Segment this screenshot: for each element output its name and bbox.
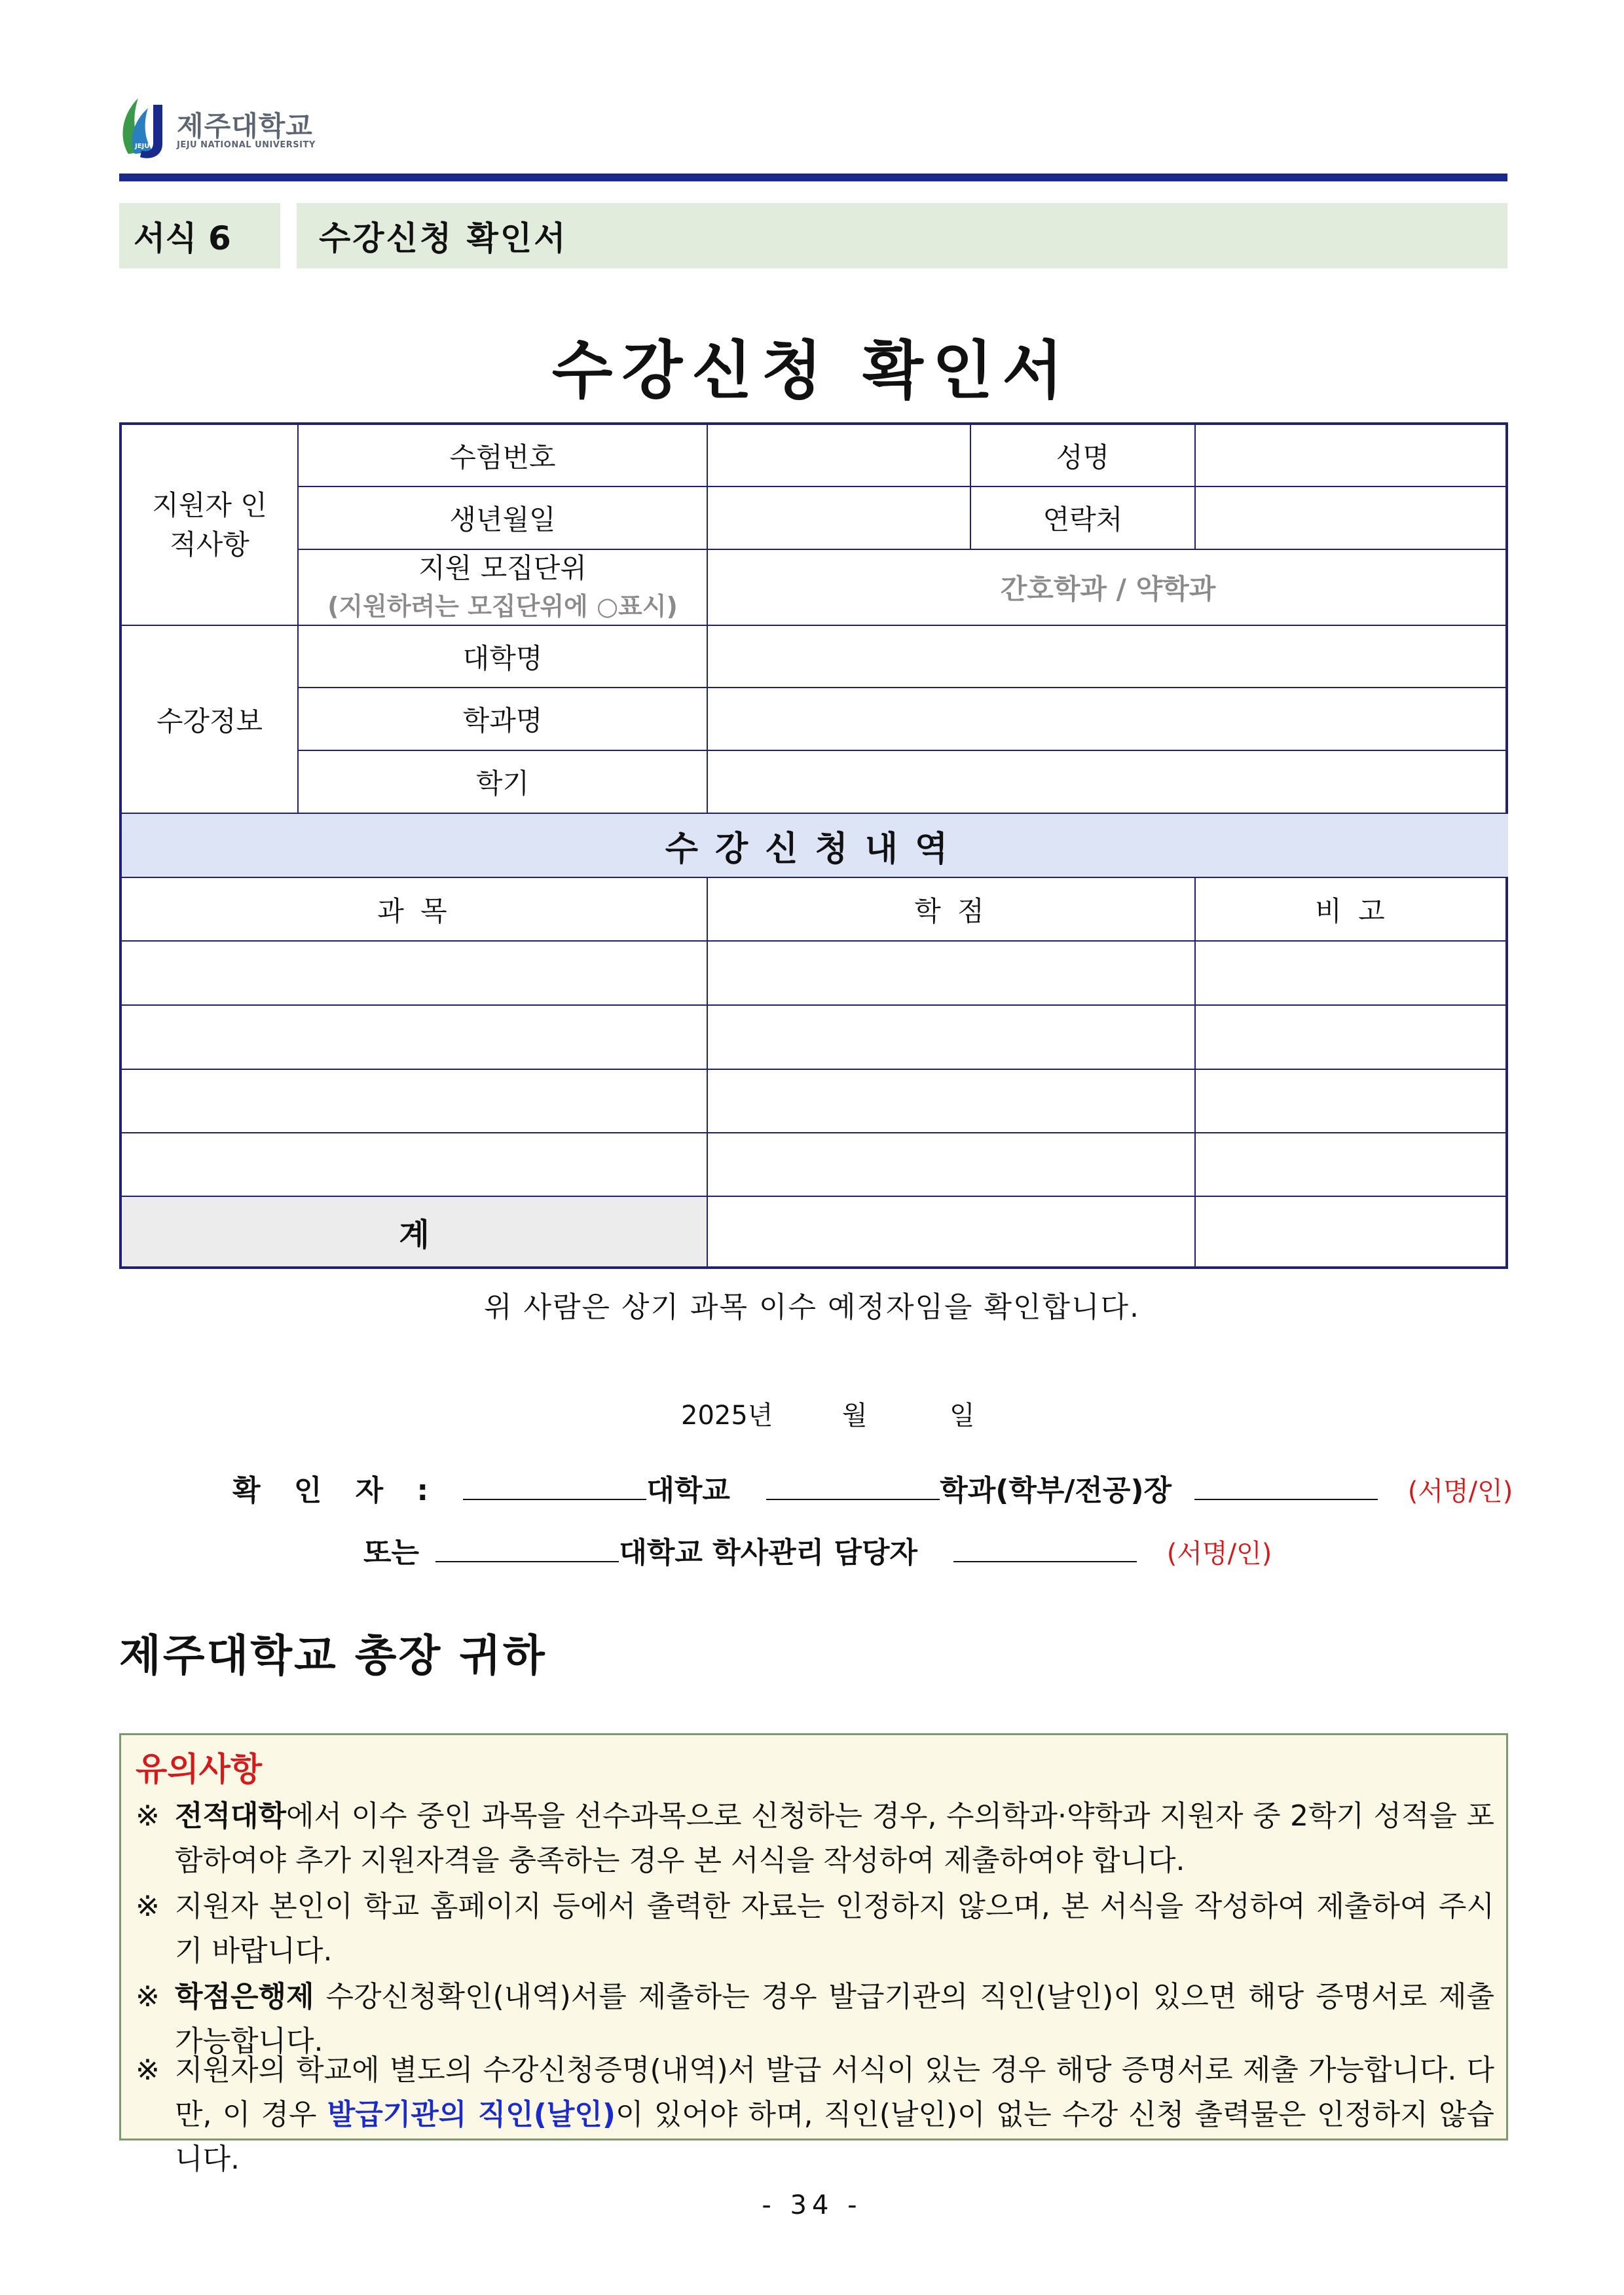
note-cell[interactable] (1196, 942, 1508, 1006)
notice-item-1: ※ 전적대학에서 이수 중인 과목을 선수과목으로 신청하는 경우, 수의학과·약학과 지원자 중 2학기 성적을 포함하여야 추가 지원자격을 충족하는 경우 본 서식을 작성하여 제출하여야 합니다. (136, 1794, 1494, 1883)
department-head-suffix: 학과(학부/전공)장 (940, 1474, 1172, 1507)
reference-mark-icon: ※ (136, 1980, 160, 2013)
note-cell[interactable] (1196, 1070, 1508, 1133)
university-name-field[interactable] (708, 626, 1508, 688)
contact-label: 연락처 (971, 487, 1196, 550)
note-column-header: 비 고 (1196, 878, 1508, 942)
sign-seal-mark: (서명/인) (1407, 1477, 1513, 1507)
subject-cell[interactable] (122, 1006, 708, 1070)
birth-label: 생년월일 (299, 487, 708, 550)
notice-item-4: ※ 지원자의 학교에 별도의 수강신청증명(내역)서 발급 서식이 있는 경우 해당 증명서로 제출 가능합니다. 다만, 이 경우 발급기관의 직인(날인)이 있어야 하며, 직인(날인)이 없는 수강 신청 출력물은 인정하지 않습니다. (136, 2048, 1494, 2182)
staff-suffix: 대학교 학사관리 담당자 (619, 1536, 918, 1570)
total-label: 계 (122, 1197, 708, 1266)
course-info-group-label: 수강정보 (122, 626, 299, 814)
credit-cell[interactable] (708, 1133, 1196, 1197)
logo-korean-name: 제주대학교 (177, 110, 313, 142)
staff-university-blank[interactable] (435, 1537, 619, 1562)
staff-name-blank[interactable] (953, 1537, 1137, 1562)
header-divider (119, 174, 1507, 181)
note-cell[interactable] (1196, 1133, 1508, 1197)
reference-mark-icon: ※ (136, 2053, 160, 2087)
university-name-label: 대학명 (299, 626, 708, 688)
confirmer-university-blank[interactable] (463, 1475, 646, 1500)
confirmer-sign-row (232, 1467, 1513, 1509)
confirmer-name-blank[interactable] (1194, 1475, 1378, 1500)
credit-cell[interactable] (708, 1070, 1196, 1133)
name-field[interactable] (1196, 425, 1508, 487)
course-list-section-title: 수강신청내역 (122, 814, 1508, 878)
semester-label: 학기 (299, 751, 708, 814)
total-note-cell[interactable] (1196, 1197, 1508, 1266)
notice-title: 유의사항 (136, 1750, 263, 1788)
recipient-line: 제주대학교 총장 귀하 (119, 1630, 547, 1681)
birth-field[interactable] (708, 487, 971, 550)
reference-mark-icon: ※ (136, 1799, 160, 1833)
confirmation-statement: 위 사람은 상기 과목 이수 예정자임을 확인합니다. (484, 1291, 1140, 1324)
contact-field[interactable] (1196, 487, 1508, 550)
name-label: 성명 (971, 425, 1196, 487)
applicant-group-label: 지원자 인적사항 (122, 425, 299, 626)
notice-box (119, 1733, 1508, 2176)
credit-column-header: 학 점 (708, 878, 1196, 942)
exam-number-label: 수험번호 (299, 425, 708, 487)
subject-column-header: 과 목 (122, 878, 708, 942)
confirmer-label: 확 인 자 : (232, 1474, 441, 1507)
page-number: - 34 - (762, 2190, 862, 2220)
exam-number-field[interactable] (708, 425, 971, 487)
date-month: 월 (841, 1401, 868, 1431)
date-line (681, 1395, 975, 1432)
department-name-label: 학과명 (299, 688, 708, 751)
staff-sign-row (363, 1529, 1272, 1571)
credit-cell[interactable] (708, 1006, 1196, 1070)
sign-seal-mark: (서명/인) (1166, 1539, 1272, 1569)
university-suffix: 대학교 (646, 1474, 730, 1507)
reference-mark-icon: ※ (136, 1890, 160, 1923)
total-credit-cell[interactable] (708, 1197, 1196, 1266)
recruit-unit-options[interactable]: 간호학과 / 약학과 (708, 550, 1508, 626)
logo-english-name: JEJU NATIONAL UNIVERSITY (177, 140, 316, 150)
recruit-unit-hint: (지원하려는 모집단위에 ○표시) (327, 592, 678, 621)
date-day: 일 (949, 1401, 975, 1431)
recruit-unit-title: 지원 모집단위 (418, 552, 587, 584)
subject-cell[interactable] (122, 1133, 708, 1197)
emblem-text: JEJU (135, 143, 150, 150)
subject-cell[interactable] (122, 1070, 708, 1133)
recruit-unit-label (299, 550, 708, 626)
subject-cell[interactable] (122, 942, 708, 1006)
confirmer-department-blank[interactable] (766, 1475, 940, 1500)
notice-item-3: ※ 학점은행제 수강신청확인(내역)서를 제출하는 경우 발급기관의 직인(날인)이 있으면 해당 증명서로 제출 가능합니다. (136, 1975, 1494, 2064)
semester-field[interactable] (708, 751, 1508, 814)
date-year: 2025년 (681, 1401, 773, 1431)
department-name-field[interactable] (708, 688, 1508, 751)
form-number-label: 서식 6 (119, 203, 280, 268)
university-emblem-icon (115, 92, 174, 164)
form-title-label: 수강신청 확인서 (297, 203, 1507, 268)
document-title: 수강신청 확인서 (551, 334, 1073, 407)
notice-item-2: ※ 지원자 본인이 학교 홈페이지 등에서 출력한 자료는 인정하지 않으며, 본 서식을 작성하여 제출하여 주시기 바랍니다. (136, 1884, 1494, 1974)
credit-cell[interactable] (708, 942, 1196, 1006)
or-label: 또는 (363, 1536, 420, 1570)
note-cell[interactable] (1196, 1006, 1508, 1070)
application-table (119, 422, 1508, 1269)
